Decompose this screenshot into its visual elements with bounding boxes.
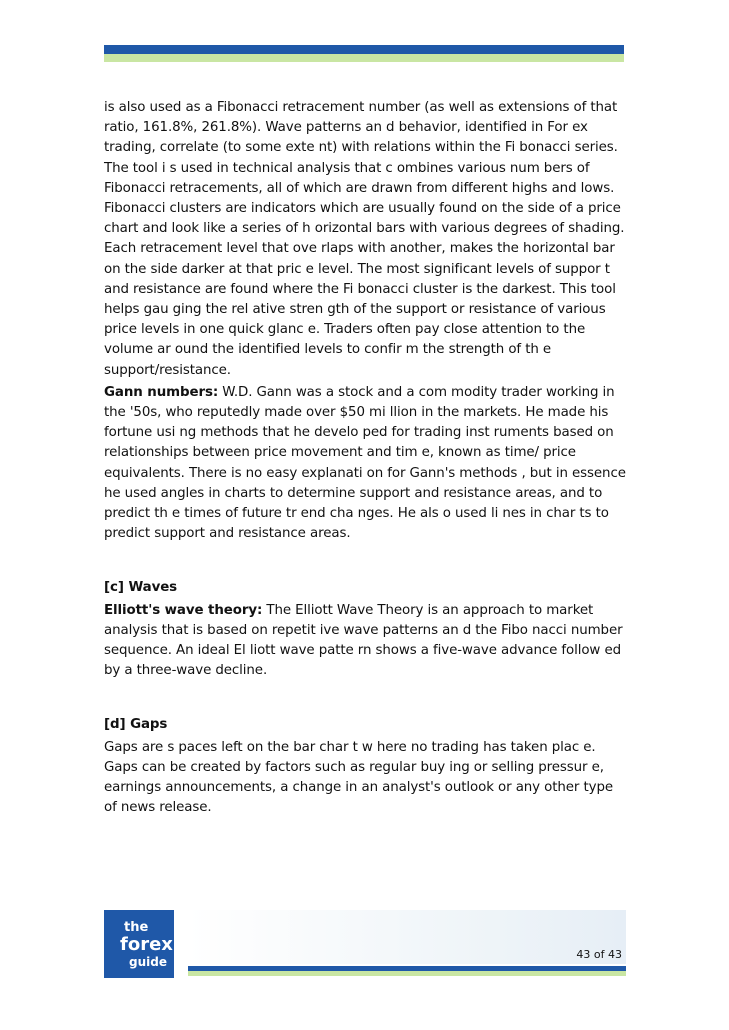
gann-text: W.D. Gann was a stock and a com modity trader working in the '50s, who reputedly made over $50 mi llion in the markets. He made his fortune usi ng methods that he develo ped for trading inst ruments based on relationships between price movement and tim e, known as time/ price equivalents. There is no easy explanati on for Gann's methods , but in essence he used angles in charts to determine support and resistance areas, and to predict th e times of future tr end cha nges. He als o used li nes in char ts to predict support and resistance areas. bbox=[104, 384, 626, 542]
footer-green-stripe bbox=[188, 971, 626, 976]
footer-band bbox=[188, 966, 626, 976]
body-text bbox=[104, 98, 626, 819]
elliott-term: Elliott's wave theory: bbox=[104, 602, 263, 618]
forex-guide-logo bbox=[104, 910, 174, 978]
gann-paragraph bbox=[104, 383, 626, 545]
logo-line-guide: guide bbox=[129, 955, 167, 969]
page-number: 43 of 43 bbox=[576, 948, 622, 961]
waves-heading: [c] Waves bbox=[104, 580, 178, 596]
page-footer bbox=[104, 910, 626, 980]
fibonacci-paragraph: is also used as a Fibonacci retracement number (as well as extensions of that ratio, 161.8%, 261.8%). Wave patterns an d behavior, identified in For ex trading, correlate (to some exte nt) with relations within the Fi bonacci series. The tool i s used in technical analysis that c ombines various num bers of Fibonacci retracements, all of which are drawn from different highs and lows. Fibonacci clusters are indicators which are usually found on the side of a price chart and look like a series of h orizontal bars with various degrees of shading. Each retracement level that ove rlaps with another, makes the horizontal bar on the side darker at that pric e level. The most significant levels of suppor t and resistance are found where the Fi bonacci cluster is the darkest. This tool helps gau ging the rel ative stren gth of the support or resistance of various price levels in one quick glanc e. Traders often pay close attention to the volume ar ound the identified levels to confir m the strength of th e support/resistance. bbox=[104, 100, 625, 378]
logo-line-forex: forex bbox=[120, 934, 173, 955]
footer-shade bbox=[188, 910, 626, 964]
elliott-text: The Elliott Wave Theory is an approach to market analysis that is based on repetit ive wave patterns an d the Fibo nacci number sequence. An ideal El liott wave patte rn shows a five-wave advance follow ed by a three-wave decline. bbox=[104, 602, 623, 679]
gann-term: Gann numbers: bbox=[104, 384, 219, 400]
header-green-stripe bbox=[104, 54, 624, 62]
waves-paragraph bbox=[104, 601, 626, 682]
logo-line-the: the bbox=[124, 920, 149, 935]
gaps-heading: [d] Gaps bbox=[104, 717, 168, 733]
gaps-paragraph: Gaps are s paces left on the bar char t w here no trading has taken plac e. Gaps can be created by factors such as regular buy ing or selling pressur e, earnings announcements, a change in an analyst's outlook or any other type of news release. bbox=[104, 739, 614, 816]
header-blue-stripe bbox=[104, 45, 624, 54]
header-band bbox=[104, 45, 624, 62]
